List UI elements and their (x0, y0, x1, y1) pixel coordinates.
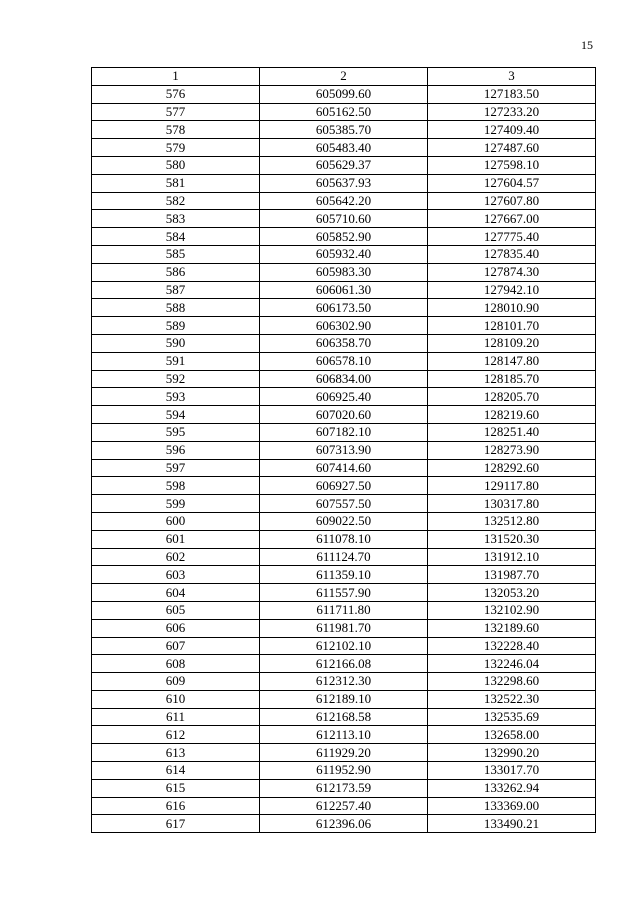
point-number-cell: 582 (92, 192, 260, 210)
point-number-cell: 590 (92, 334, 260, 352)
point-number-cell: 576 (92, 85, 260, 103)
table-row (92, 655, 596, 673)
point-number-cell: 612 (92, 726, 260, 744)
y-coordinate-cell: 127233.20 (428, 103, 596, 121)
table-row (92, 281, 596, 299)
x-coordinate-cell: 611711.80 (260, 601, 428, 619)
table-row (92, 388, 596, 406)
coordinates-table (91, 67, 596, 833)
point-number-cell: 586 (92, 263, 260, 281)
x-coordinate-cell: 611124.70 (260, 548, 428, 566)
point-number-cell: 592 (92, 370, 260, 388)
x-coordinate-cell: 605642.20 (260, 192, 428, 210)
table-row (92, 512, 596, 530)
point-number-cell: 604 (92, 584, 260, 602)
y-coordinate-cell: 133017.70 (428, 762, 596, 780)
table-row (92, 210, 596, 228)
point-number-cell: 584 (92, 228, 260, 246)
point-number-cell: 578 (92, 121, 260, 139)
table-row (92, 85, 596, 103)
x-coordinate-cell: 606834.00 (260, 370, 428, 388)
point-number-cell: 601 (92, 530, 260, 548)
y-coordinate-cell: 127667.00 (428, 210, 596, 228)
y-coordinate-cell: 127942.10 (428, 281, 596, 299)
table-row (92, 744, 596, 762)
table-row (92, 495, 596, 513)
column-header-2: 2 (260, 68, 428, 86)
table-row (92, 637, 596, 655)
y-coordinate-cell: 132298.60 (428, 673, 596, 691)
point-number-cell: 615 (92, 779, 260, 797)
x-coordinate-cell: 612396.06 (260, 815, 428, 833)
y-coordinate-cell: 133369.00 (428, 797, 596, 815)
table-row (92, 299, 596, 317)
table-row (92, 370, 596, 388)
x-coordinate-cell: 611929.20 (260, 744, 428, 762)
x-coordinate-cell: 607557.50 (260, 495, 428, 513)
y-coordinate-cell: 128185.70 (428, 370, 596, 388)
y-coordinate-cell: 132246.04 (428, 655, 596, 673)
table-row (92, 477, 596, 495)
point-number-cell: 597 (92, 459, 260, 477)
table-row (92, 334, 596, 352)
table-row (92, 263, 596, 281)
table-row (92, 708, 596, 726)
y-coordinate-cell: 127874.30 (428, 263, 596, 281)
x-coordinate-cell: 612173.59 (260, 779, 428, 797)
point-number-cell: 608 (92, 655, 260, 673)
y-coordinate-cell: 127598.10 (428, 156, 596, 174)
x-coordinate-cell: 605099.60 (260, 85, 428, 103)
x-coordinate-cell: 607182.10 (260, 423, 428, 441)
table-header (92, 68, 596, 86)
table-row (92, 779, 596, 797)
x-coordinate-cell: 607020.60 (260, 406, 428, 424)
column-header-1: 1 (92, 68, 260, 86)
y-coordinate-cell: 128273.90 (428, 441, 596, 459)
table-row (92, 566, 596, 584)
x-coordinate-cell: 606925.40 (260, 388, 428, 406)
y-coordinate-cell: 132512.80 (428, 512, 596, 530)
x-coordinate-cell: 606302.90 (260, 317, 428, 335)
table-row (92, 139, 596, 157)
point-number-cell: 609 (92, 673, 260, 691)
x-coordinate-cell: 605162.50 (260, 103, 428, 121)
y-coordinate-cell: 127487.60 (428, 139, 596, 157)
x-coordinate-cell: 605983.30 (260, 263, 428, 281)
x-coordinate-cell: 611359.10 (260, 566, 428, 584)
y-coordinate-cell: 128109.20 (428, 334, 596, 352)
y-coordinate-cell: 127775.40 (428, 228, 596, 246)
y-coordinate-cell: 131520.30 (428, 530, 596, 548)
y-coordinate-cell: 132189.60 (428, 619, 596, 637)
x-coordinate-cell: 611557.90 (260, 584, 428, 602)
y-coordinate-cell: 131912.10 (428, 548, 596, 566)
y-coordinate-cell: 132990.20 (428, 744, 596, 762)
x-coordinate-cell: 612168.58 (260, 708, 428, 726)
point-number-cell: 580 (92, 156, 260, 174)
table-row (92, 192, 596, 210)
x-coordinate-cell: 612312.30 (260, 673, 428, 691)
point-number-cell: 589 (92, 317, 260, 335)
table-row (92, 815, 596, 833)
y-coordinate-cell: 127607.80 (428, 192, 596, 210)
column-header-3: 3 (428, 68, 596, 86)
point-number-cell: 588 (92, 299, 260, 317)
x-coordinate-cell: 607313.90 (260, 441, 428, 459)
y-coordinate-cell: 128205.70 (428, 388, 596, 406)
y-coordinate-cell: 127835.40 (428, 245, 596, 263)
x-coordinate-cell: 612257.40 (260, 797, 428, 815)
y-coordinate-cell: 132102.90 (428, 601, 596, 619)
y-coordinate-cell: 133490.21 (428, 815, 596, 833)
table-row (92, 228, 596, 246)
point-number-cell: 616 (92, 797, 260, 815)
y-coordinate-cell: 128292.60 (428, 459, 596, 477)
point-number-cell: 591 (92, 352, 260, 370)
x-coordinate-cell: 611078.10 (260, 530, 428, 548)
table-row (92, 121, 596, 139)
x-coordinate-cell: 612166.08 (260, 655, 428, 673)
page-number: 15 (581, 38, 593, 52)
x-coordinate-cell: 605629.37 (260, 156, 428, 174)
table-row (92, 726, 596, 744)
x-coordinate-cell: 606358.70 (260, 334, 428, 352)
point-number-cell: 595 (92, 423, 260, 441)
y-coordinate-cell: 127183.50 (428, 85, 596, 103)
point-number-cell: 610 (92, 690, 260, 708)
y-coordinate-cell: 132658.00 (428, 726, 596, 744)
point-number-cell: 596 (92, 441, 260, 459)
y-coordinate-cell: 127409.40 (428, 121, 596, 139)
table-body (92, 85, 596, 832)
point-number-cell: 606 (92, 619, 260, 637)
x-coordinate-cell: 607414.60 (260, 459, 428, 477)
y-coordinate-cell: 132228.40 (428, 637, 596, 655)
point-number-cell: 579 (92, 139, 260, 157)
x-coordinate-cell: 605852.90 (260, 228, 428, 246)
y-coordinate-cell: 128101.70 (428, 317, 596, 335)
point-number-cell: 611 (92, 708, 260, 726)
x-coordinate-cell: 606173.50 (260, 299, 428, 317)
table-row (92, 762, 596, 780)
y-coordinate-cell: 133262.94 (428, 779, 596, 797)
table-row (92, 584, 596, 602)
y-coordinate-cell: 129117.80 (428, 477, 596, 495)
x-coordinate-cell: 612189.10 (260, 690, 428, 708)
x-coordinate-cell: 605710.60 (260, 210, 428, 228)
table-row (92, 245, 596, 263)
x-coordinate-cell: 606061.30 (260, 281, 428, 299)
table-row (92, 441, 596, 459)
point-number-cell: 577 (92, 103, 260, 121)
point-number-cell: 581 (92, 174, 260, 192)
point-number-cell: 602 (92, 548, 260, 566)
x-coordinate-cell: 611981.70 (260, 619, 428, 637)
table-row (92, 459, 596, 477)
point-number-cell: 583 (92, 210, 260, 228)
y-coordinate-cell: 128147.80 (428, 352, 596, 370)
table-row (92, 673, 596, 691)
table-row (92, 548, 596, 566)
point-number-cell: 585 (92, 245, 260, 263)
x-coordinate-cell: 605385.70 (260, 121, 428, 139)
y-coordinate-cell: 132535.69 (428, 708, 596, 726)
point-number-cell: 599 (92, 495, 260, 513)
point-number-cell: 607 (92, 637, 260, 655)
x-coordinate-cell: 606927.50 (260, 477, 428, 495)
table-row (92, 406, 596, 424)
table-row (92, 174, 596, 192)
point-number-cell: 603 (92, 566, 260, 584)
point-number-cell: 614 (92, 762, 260, 780)
table-row (92, 619, 596, 637)
y-coordinate-cell: 132522.30 (428, 690, 596, 708)
x-coordinate-cell: 609022.50 (260, 512, 428, 530)
header-row (92, 68, 596, 86)
table-row (92, 797, 596, 815)
x-coordinate-cell: 611952.90 (260, 762, 428, 780)
x-coordinate-cell: 605932.40 (260, 245, 428, 263)
point-number-cell: 613 (92, 744, 260, 762)
y-coordinate-cell: 131987.70 (428, 566, 596, 584)
x-coordinate-cell: 612113.10 (260, 726, 428, 744)
table-row (92, 103, 596, 121)
y-coordinate-cell: 128010.90 (428, 299, 596, 317)
point-number-cell: 605 (92, 601, 260, 619)
x-coordinate-cell: 606578.10 (260, 352, 428, 370)
table-row (92, 352, 596, 370)
y-coordinate-cell: 132053.20 (428, 584, 596, 602)
x-coordinate-cell: 605483.40 (260, 139, 428, 157)
y-coordinate-cell: 127604.57 (428, 174, 596, 192)
x-coordinate-cell: 612102.10 (260, 637, 428, 655)
point-number-cell: 617 (92, 815, 260, 833)
point-number-cell: 600 (92, 512, 260, 530)
table-row (92, 317, 596, 335)
x-coordinate-cell: 605637.93 (260, 174, 428, 192)
y-coordinate-cell: 128251.40 (428, 423, 596, 441)
table-row (92, 530, 596, 548)
table-row (92, 423, 596, 441)
point-number-cell: 587 (92, 281, 260, 299)
table-row (92, 601, 596, 619)
y-coordinate-cell: 130317.80 (428, 495, 596, 513)
y-coordinate-cell: 128219.60 (428, 406, 596, 424)
table-row (92, 156, 596, 174)
point-number-cell: 598 (92, 477, 260, 495)
point-number-cell: 594 (92, 406, 260, 424)
point-number-cell: 593 (92, 388, 260, 406)
table-row (92, 690, 596, 708)
